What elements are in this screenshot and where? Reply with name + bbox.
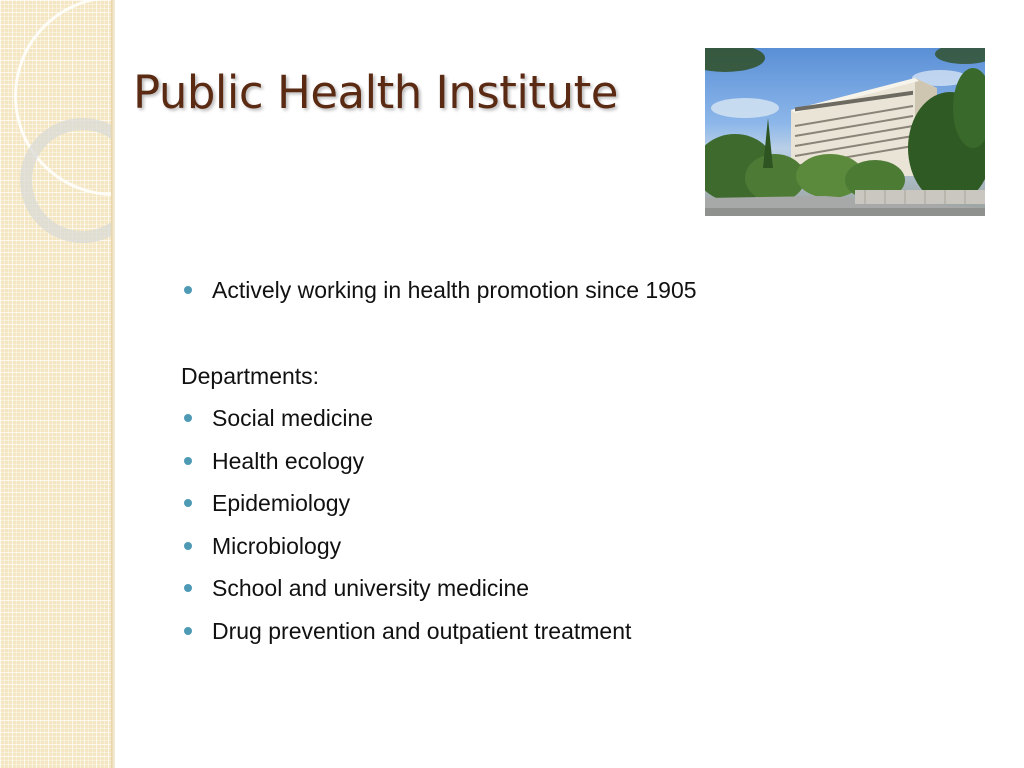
list-item [184,617,631,660]
bullet-icon [184,286,192,294]
list-item [184,276,697,319]
department-text: Drug prevention and outpatient treatment [212,617,632,644]
list-item-text: Actively working in health promotion since 1905 [212,277,697,303]
list-item [184,447,631,490]
bullet-icon [184,627,192,635]
departments-heading: Departments: [181,363,320,389]
department-text: Microbiology [212,532,342,559]
intro-bullet-list [184,276,697,319]
list-item [184,489,631,532]
departments-list [184,404,631,660]
bullet-icon [184,584,192,592]
building-photo [705,48,985,216]
bullet-icon [184,542,192,550]
department-text: Health ecology [212,447,365,474]
bullet-icon [184,499,192,507]
decorative-side-band [0,0,113,768]
list-item [184,574,631,617]
department-text: Epidemiology [212,490,351,517]
department-text: School and university medicine [212,575,530,602]
department-text: Social medicine [212,405,374,431]
bullet-icon [184,414,192,422]
bullet-icon [184,457,192,465]
list-item [184,404,631,447]
side-band-edge [111,0,115,768]
list-item [184,532,631,575]
slide-title: Public Health Institute [133,66,618,119]
